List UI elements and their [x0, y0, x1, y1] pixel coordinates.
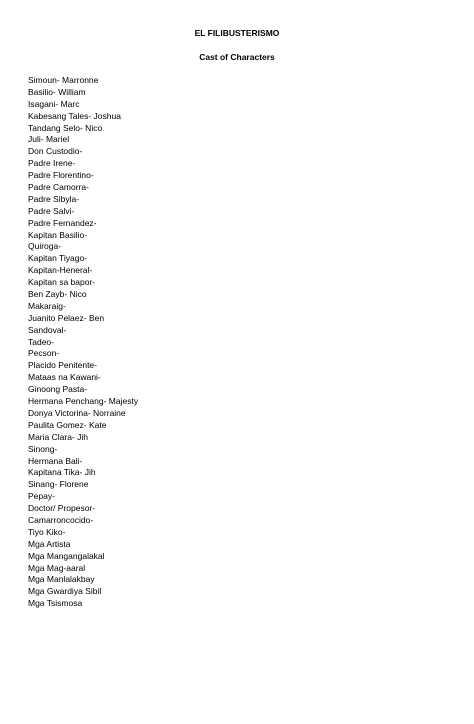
- cast-list-item: Ginoong Pasta-: [28, 384, 88, 395]
- cast-list-item: Juli- Mariel: [28, 134, 70, 145]
- cast-list-item: Sinong-: [28, 443, 58, 454]
- cast-list-item: Padre Florentino-: [28, 170, 94, 181]
- cast-list-item: Simoun- Marronne: [28, 75, 99, 85]
- document-title: EL FILIBUSTERISMO: [194, 28, 280, 38]
- cast-list-item: Mataas na Kawani-: [28, 372, 101, 383]
- cast-list-item: Quiroga-: [28, 241, 62, 252]
- cast-list-item: Padre Irene-: [28, 158, 76, 169]
- cast-list-item: Hermana Bali-: [28, 455, 83, 466]
- cast-list-item: Tandang Selo- Nico: [28, 122, 103, 133]
- cast-list-item: Sandoval-: [28, 324, 67, 335]
- cast-list-item: Mga Tsismosa: [28, 598, 83, 609]
- cast-list-item: Maria Clara- Jih: [28, 431, 88, 442]
- cast-list-item: Pecson-: [28, 348, 60, 359]
- cast-list-item: Tiyo Kiko-: [28, 526, 66, 537]
- cast-list-item: Paulita Gomez- Kate: [28, 419, 107, 430]
- cast-list-item: Padre Fernandez-: [28, 217, 97, 228]
- cast-list-item: Doctor/ Propesor-: [28, 503, 96, 514]
- cast-list-item: Kapitana Tika- Jih: [28, 467, 96, 478]
- cast-list-item: Mga Mangangalakal: [28, 550, 105, 561]
- cast-list-item: Pepay-: [28, 491, 55, 502]
- cast-list-item: Don Custodio-: [28, 146, 83, 157]
- cast-list-item: Kapitan Tiyago-: [28, 253, 88, 264]
- cast-list-item: Mga Mag-aaral: [28, 562, 86, 573]
- cast-list-item: Kabesang Tales- Joshua: [28, 110, 121, 121]
- cast-list-item: Ben Zayb- Nico: [28, 289, 87, 300]
- cast-list-item: Basilio- William: [28, 86, 86, 97]
- cast-list-item: Camarroncocido-: [28, 514, 94, 525]
- cast-list-item: Padre Salvi-: [28, 205, 75, 216]
- cast-list-item: Mga Gwardiya Sibil: [28, 586, 102, 597]
- cast-list-item: Padre Camorra-: [28, 182, 89, 193]
- cast-list-item: Placido Penitente-: [28, 360, 97, 371]
- cast-list-item: Hermana Penchang- Majesty: [28, 396, 139, 407]
- cast-list-item: Donya Victorina- Norraine: [28, 407, 126, 418]
- cast-list-item: Juanito Pelaez- Ben: [28, 312, 105, 323]
- cast-list: [28, 75, 138, 610]
- cast-list-item: Sinang- Florene: [28, 479, 89, 490]
- cast-list-item: Kapitan-Heneral-: [28, 265, 93, 276]
- cast-list-item: Padre Sibyla-: [28, 193, 80, 204]
- document-subtitle: Cast of Characters: [199, 52, 275, 62]
- cast-list-item: Isagani- Marc: [28, 98, 80, 109]
- cast-list-item: Tadeo-: [28, 336, 54, 347]
- cast-list-item: Mga Manlalakbay: [28, 574, 95, 585]
- cast-list-item: Kapitan Basilio-: [28, 229, 88, 240]
- cast-list-item: Makaraig-: [28, 300, 66, 311]
- cast-list-item: Kapitan sa bapor-: [28, 277, 96, 288]
- cast-list-item: Mga Artista: [28, 538, 71, 549]
